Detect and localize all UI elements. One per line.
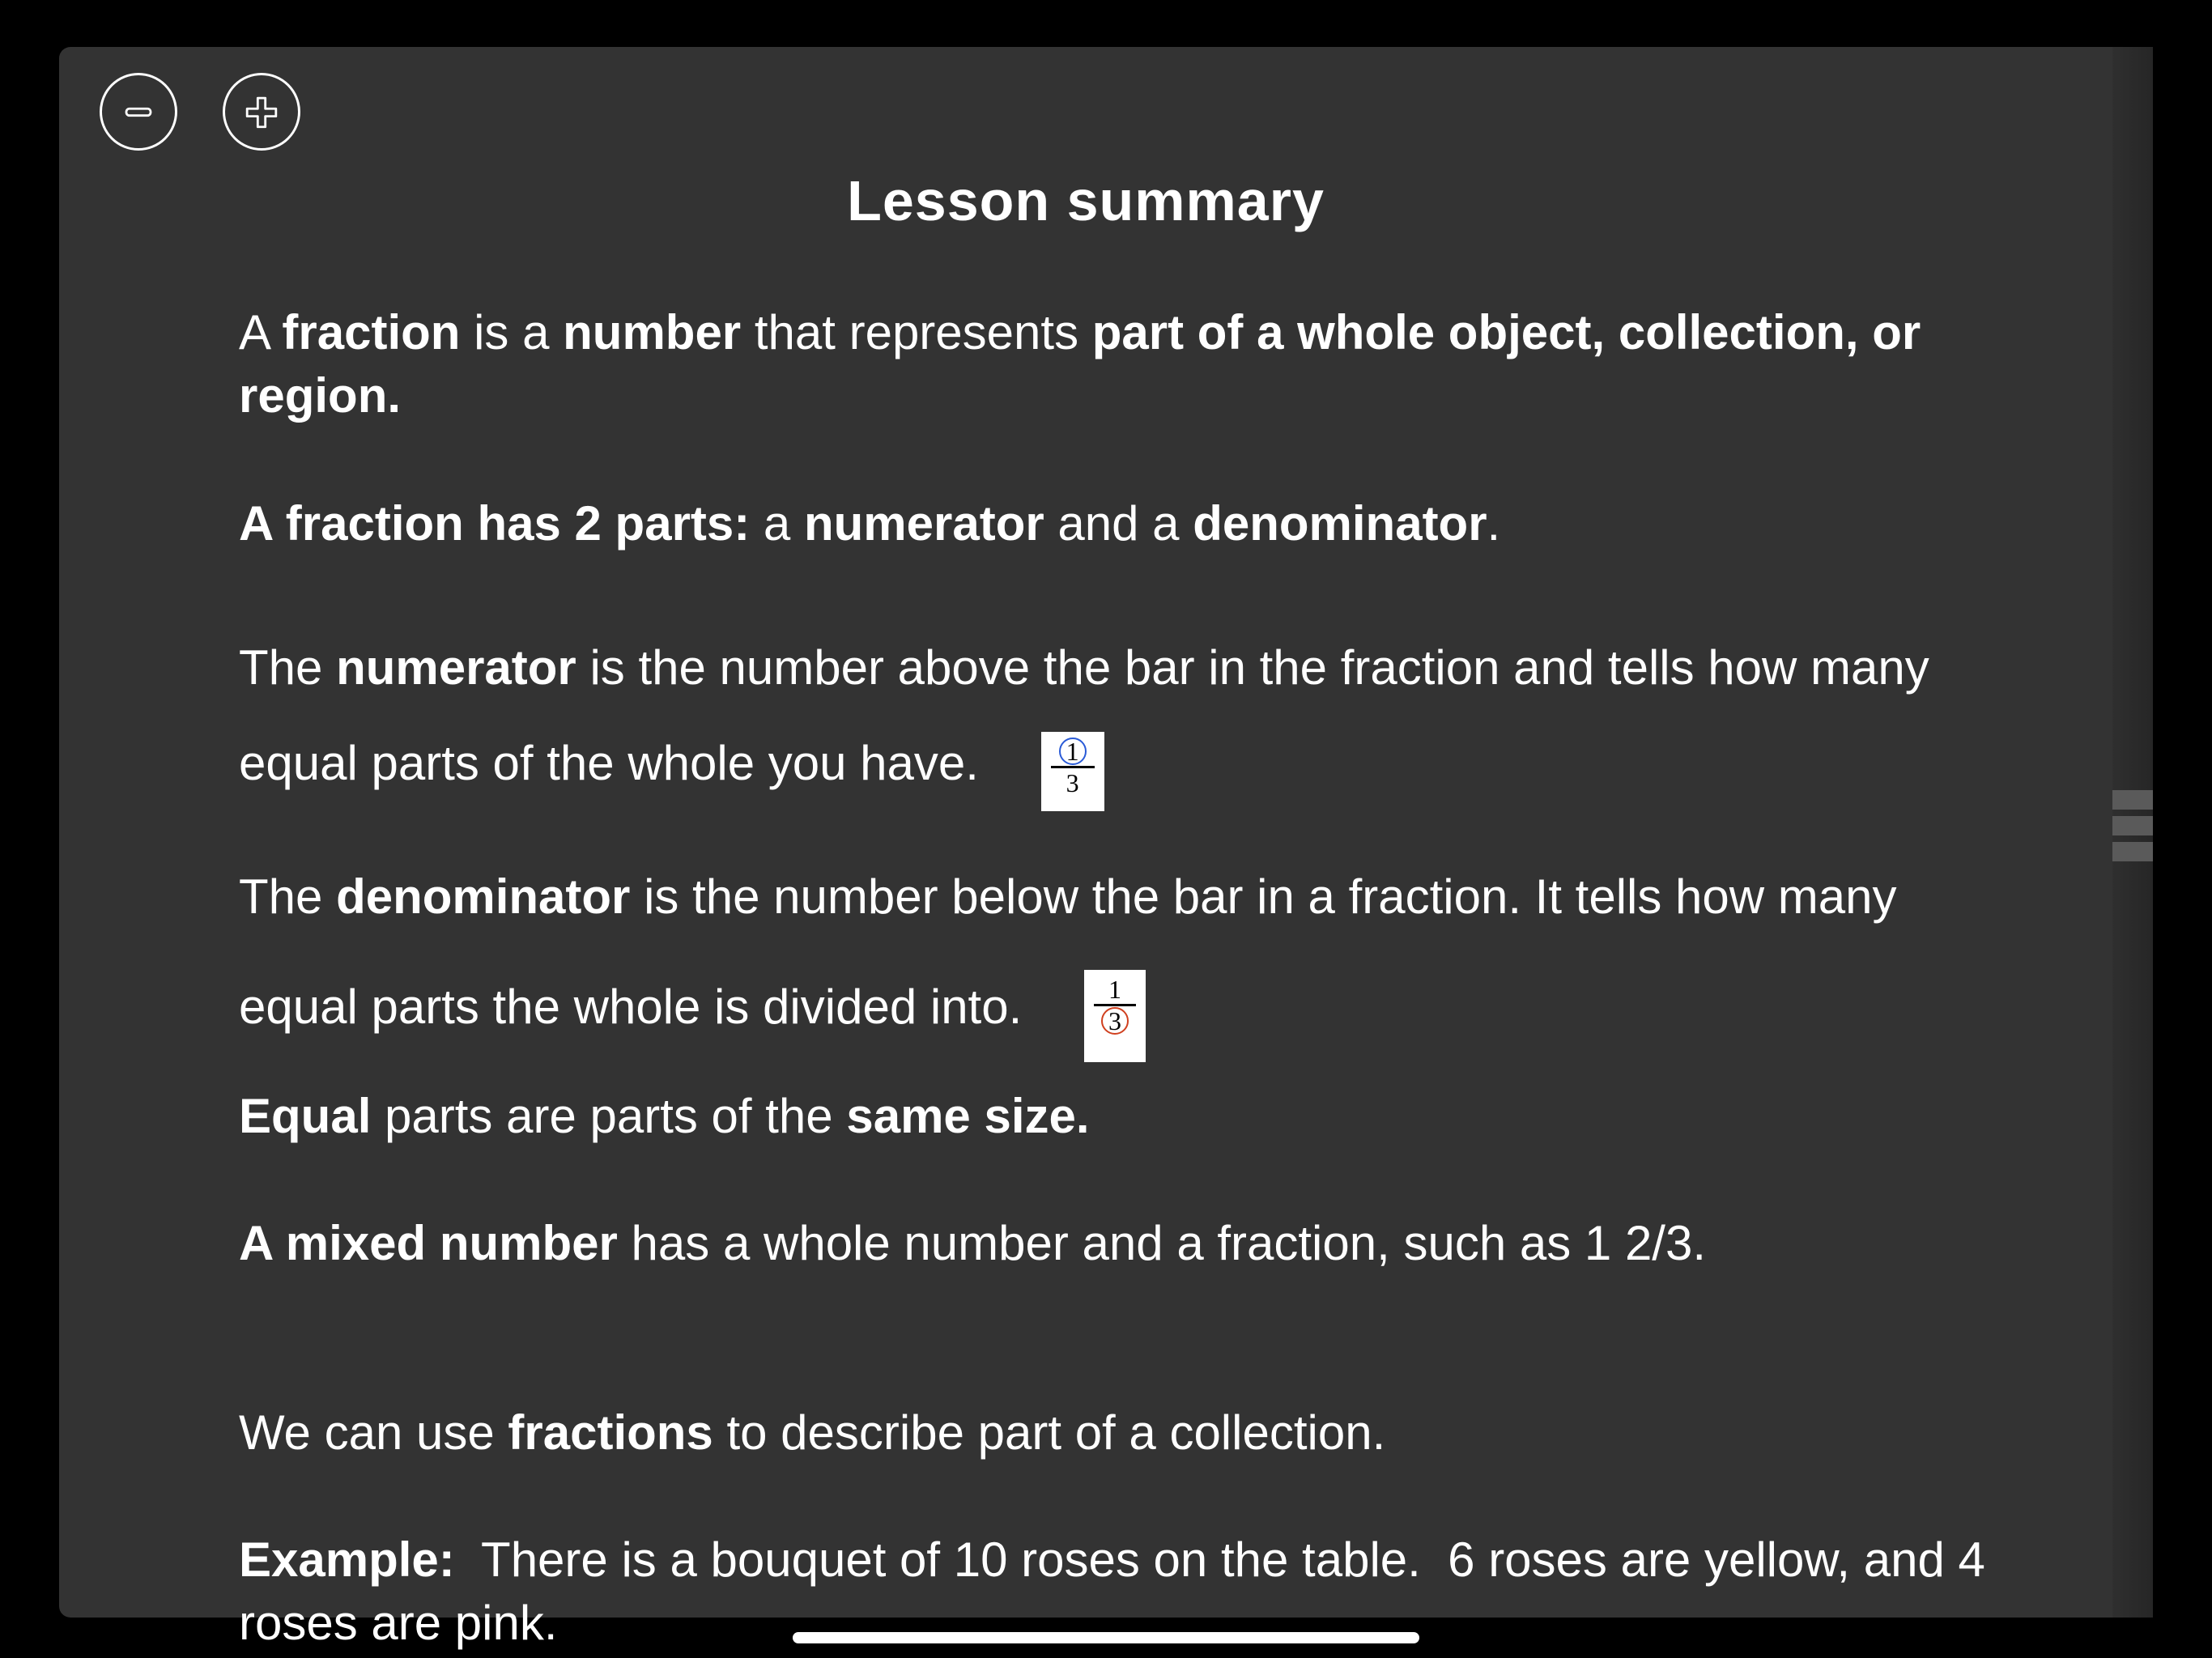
paragraph-fraction-definition: A fraction is a number that represents part of a whole object, collection, or region. xyxy=(239,305,1921,423)
paragraph-mixed-number: A mixed number has a whole number and a fraction, such as 1 2/3. xyxy=(239,1216,1707,1270)
page-edge-strip xyxy=(2112,47,2153,1618)
paragraph-numerator: The numerator is the number above the bar in the fraction and tells how many equal parts of the whole you have. $\frac{1}{3}$ xyxy=(239,620,2020,811)
numerator-example-image: $\frac{1}{3}$ xyxy=(1041,732,1104,811)
denominator-example-image: $\frac{1}{3}$ xyxy=(1084,970,1146,1062)
paragraph-collection: We can use fractions to describe part of a collection. xyxy=(239,1405,1386,1460)
paragraph-denominator: The denominator is the number below the bar in a fraction. It tells how many equal parts the whole is divided into. $\frac{1}{3}$ xyxy=(239,842,2020,1062)
paragraph-example: Example: There is a bouquet of 10 roses on the table. 6 roses are yellow, and 4 roses are pink. xyxy=(239,1533,1999,1650)
home-indicator[interactable] xyxy=(793,1632,1419,1643)
zoom-out-button[interactable] xyxy=(100,73,177,151)
paragraph-fraction-parts: A fraction has 2 parts: a numerator and a denominator. xyxy=(239,496,1501,551)
page-title: Lesson summary xyxy=(847,169,1325,232)
plus-icon xyxy=(225,75,298,148)
minus-icon xyxy=(102,75,175,148)
page-grip-handle[interactable] xyxy=(2112,790,2153,868)
zoom-in-button[interactable] xyxy=(223,73,300,151)
paragraph-equal-parts: Equal parts are parts of the same size. xyxy=(239,1089,1090,1143)
lesson-panel xyxy=(59,47,2153,1650)
